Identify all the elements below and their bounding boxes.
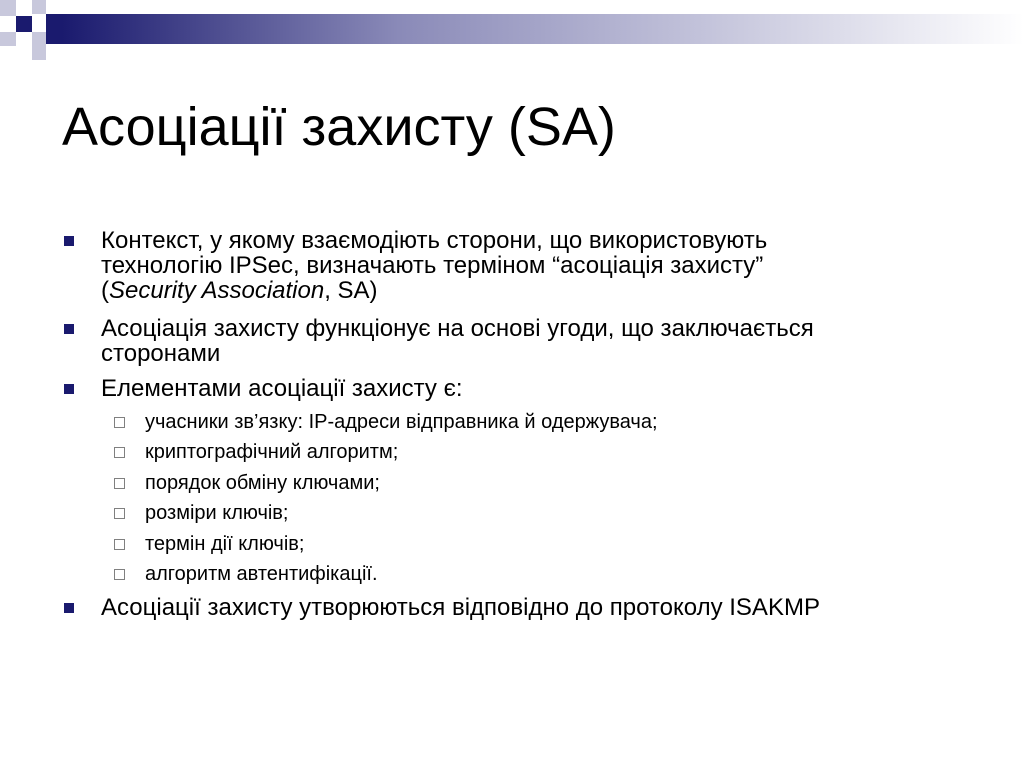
sub-item: розміри ключів;: [145, 502, 289, 524]
square-bullet-icon: [64, 324, 74, 334]
square-bullet-icon: [64, 384, 74, 394]
bullet-line: Контекст, у якому взаємодіють сторони, що використовують: [101, 227, 768, 254]
sub-item: криптографічний алгоритм;: [145, 441, 399, 463]
bullet-line-prefix: (: [101, 277, 109, 304]
hollow-square-bullet-icon: [114, 508, 125, 519]
hollow-square-bullet-icon: [114, 539, 125, 550]
sub-item: порядок обміну ключами;: [145, 472, 380, 494]
slide-title: Асоціації захисту (SA): [62, 97, 616, 157]
bullet-line: технологію IPSec, визначають терміном “асоціація захисту”: [101, 252, 764, 279]
hollow-square-bullet-icon: [114, 417, 125, 428]
bullet-text: [101, 228, 1001, 303]
header-decoration: [0, 0, 1024, 50]
bullet-line-suffix: , SA): [324, 277, 378, 304]
bullet-text: [101, 316, 1001, 366]
sub-item: алгоритм автентифікації.: [145, 563, 378, 585]
sub-item: учасники зв’язку: IP-адреси відправника й одержувача;: [145, 411, 658, 433]
bullet-text: [101, 376, 1001, 401]
bullet-line: [101, 278, 1001, 303]
bullet-line: сторонами: [101, 340, 221, 367]
hollow-square-bullet-icon: [114, 447, 125, 458]
hollow-square-bullet-icon: [114, 569, 125, 580]
bullet-line: Елементами асоціації захисту є:: [101, 375, 463, 402]
bullet-text: [101, 595, 1001, 620]
square-bullet-icon: [64, 603, 74, 613]
sub-item: термін дії ключів;: [145, 533, 305, 555]
bullet-line-italic: Security Association: [109, 277, 325, 304]
bullet-line: Асоціація захисту функціонує на основі угоди, що заключається: [101, 315, 814, 342]
square-bullet-icon: [64, 236, 74, 246]
bullet-line: Асоціації захисту утворюються відповідно до протоколу ISAKMP: [101, 594, 820, 621]
hollow-square-bullet-icon: [114, 478, 125, 489]
